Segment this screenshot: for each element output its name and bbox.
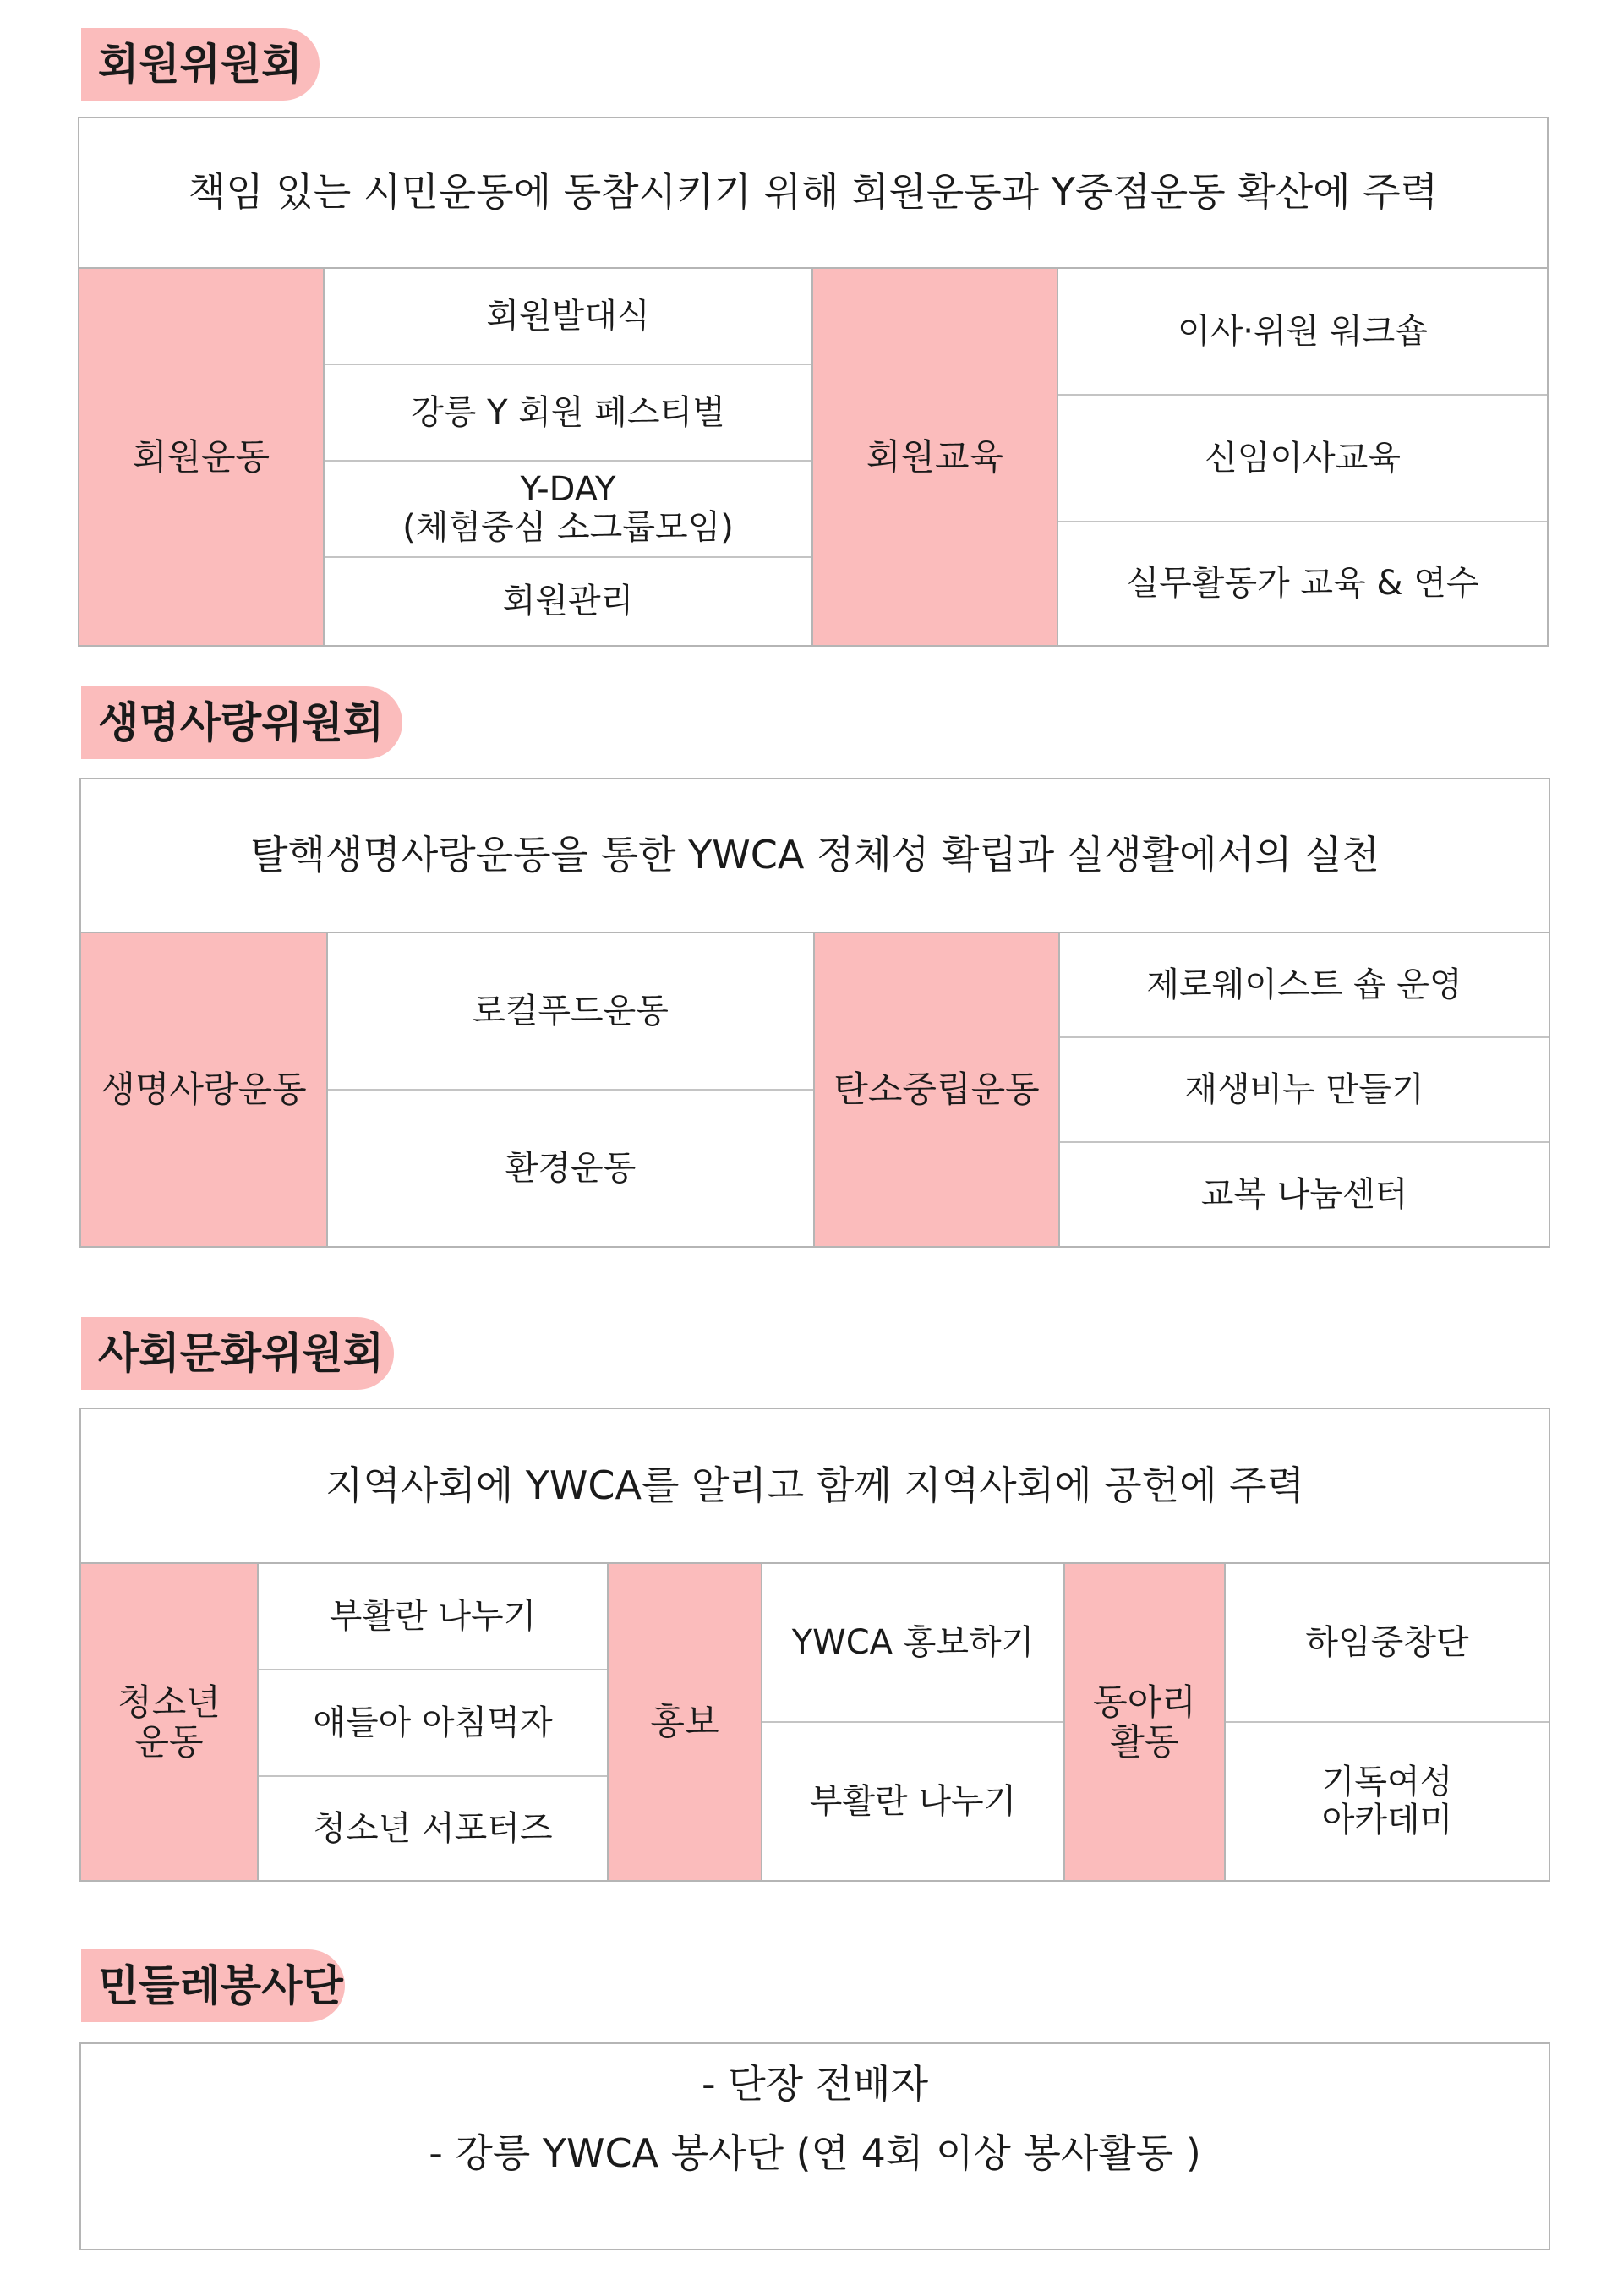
section-title-volunteer-corps: 민들레봉사단 (81, 1949, 345, 2022)
list-item: 부활란 나누기 (329, 1596, 537, 1636)
list-item: 로컬푸드운동 (473, 991, 669, 1030)
group-label-member-education: 회원교육 (813, 269, 1057, 645)
list-item: 환경운동 (505, 1148, 637, 1188)
list-item: 기독여성 아카데미 (1321, 1763, 1453, 1840)
group-label-carbon-neutral: 탄소중립운동 (815, 933, 1058, 1246)
list-item: Y-DAY (체험중심 소그룹모임) (402, 470, 734, 547)
membership-table (78, 117, 1549, 647)
volunteer-line-leader: - 단장 전배자 (701, 2061, 929, 2107)
volunteer-line-activity: - 강릉 YWCA 봉사단 (연 4회 이상 봉사활동 ) (429, 2130, 1201, 2177)
list-item: 하임중창단 (1305, 1622, 1469, 1662)
group-label-youth-movement: 청소년 운동 (81, 1564, 257, 1880)
list-item: 신임이사교육 (1205, 438, 1401, 478)
volunteer-corps-box (79, 2042, 1550, 2250)
list-item: 청소년 서포터즈 (313, 1808, 553, 1848)
list-item: 회원관리 (502, 582, 634, 621)
group-label-publicity: 홍보 (609, 1564, 761, 1880)
section-title-social-culture: 사회문화위원회 (81, 1317, 394, 1390)
section-title-life-love: 생명사랑위원회 (81, 686, 402, 759)
membership-headline: 책임 있는 시민운동에 동참시키기 위해 회원운동과 Y중점운동 확산에 주력 (188, 169, 1439, 216)
section-title-membership: 회원위원회 (81, 28, 320, 101)
list-item: 회원발대식 (486, 296, 650, 336)
list-item: 부활란 나누기 (809, 1781, 1017, 1821)
social-culture-headline: 지역사회에 YWCA를 알리고 함께 지역사회에 공헌에 주력 (325, 1462, 1305, 1508)
list-item: 얘들아 아침먹자 (313, 1703, 553, 1742)
life-love-table (79, 778, 1550, 1248)
list-item: 강릉 Y 회원 페스티벌 (411, 392, 725, 432)
group-label-member-movement: 회원운동 (79, 269, 323, 645)
group-label-life-love-movement: 생명사랑운동 (81, 933, 326, 1246)
list-item: 이사·위원 워크숍 (1178, 311, 1428, 351)
list-item: 실무활동가 교육 & 연수 (1126, 564, 1479, 604)
group-label-club-activity: 동아리 활동 (1065, 1564, 1224, 1880)
social-culture-table (79, 1408, 1550, 1882)
life-love-headline: 탈핵생명사랑운동을 통한 YWCA 정체성 확립과 실생활에서의 실천 (250, 832, 1380, 878)
list-item: YWCA 홍보하기 (791, 1622, 1035, 1662)
list-item: 재생비누 만들기 (1184, 1069, 1424, 1109)
list-item: 제로웨이스트 숍 운영 (1146, 965, 1462, 1004)
list-item: 교복 나눔센터 (1200, 1174, 1408, 1214)
